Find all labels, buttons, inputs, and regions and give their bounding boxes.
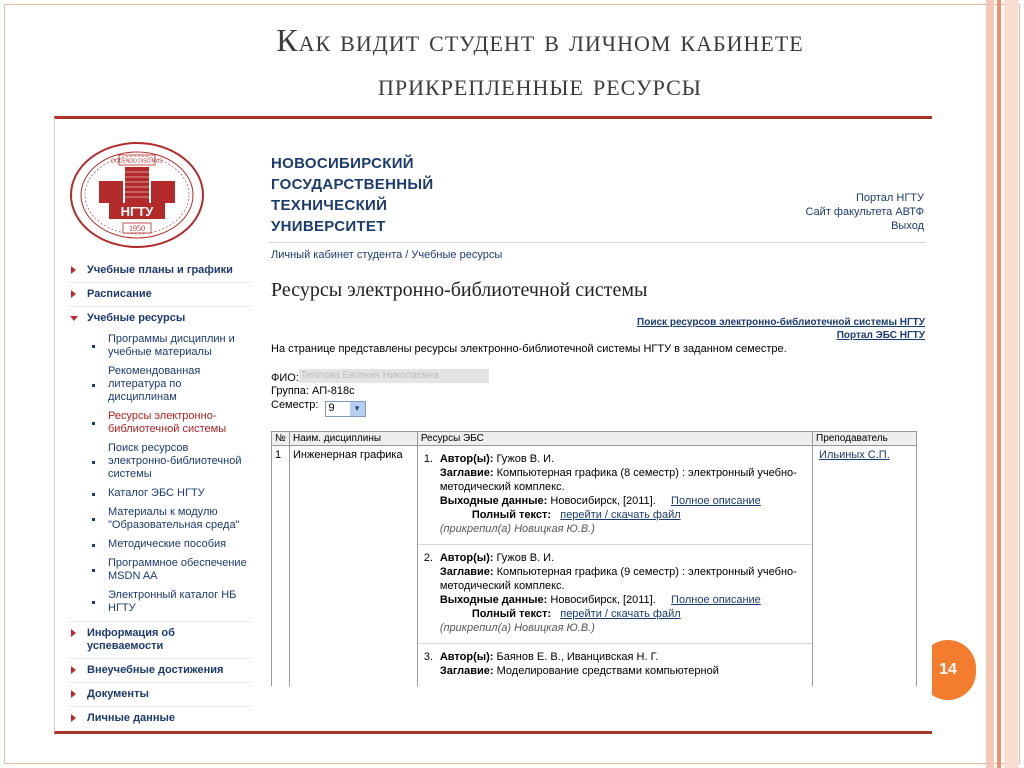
sidebar-item-label: Личные данные: [87, 712, 175, 724]
sidebar-subitem-library-catalog[interactable]: [69, 586, 251, 618]
output-label: Выходные данные:: [439, 594, 548, 606]
full-text-label: Полный текст:: [471, 608, 552, 620]
sidebar-item-label: Учебные планы и графики: [87, 264, 233, 276]
logo-motto: DOCENDO DISCIMUS: [111, 158, 163, 165]
sidebar-item-label: Внеучебные достижения: [87, 664, 224, 676]
full-text-label: Полный текст:: [471, 509, 552, 521]
university-name: [271, 153, 531, 237]
full-description-link[interactable]: Полное описание: [671, 594, 761, 606]
bullet-icon: [92, 544, 95, 547]
breadcrumb: Личный кабинет студента / Учебные ресурсы: [271, 249, 503, 261]
sidebar-item-label: Расписание: [87, 288, 152, 300]
triangle-right-icon: [71, 629, 76, 637]
sidebar-subitem-label: Программы дисциплин и учебные материалы: [108, 333, 235, 358]
teacher-link[interactable]: Ильиных С.П.: [819, 449, 890, 461]
sidebar-item-grades[interactable]: [69, 622, 251, 659]
sidebar-item-label: Документы: [87, 688, 149, 700]
sidebar-subitem-label: Материалы к модулю "Образовательная среда": [108, 506, 240, 531]
triangle-right-icon: [71, 714, 76, 722]
title-label: Заглавие:: [439, 467, 494, 479]
bullet-icon: [92, 569, 95, 572]
resource-authors: Гужов В. И.: [496, 552, 555, 564]
resource-authors: Гужов В. И.: [496, 453, 555, 465]
title-label: Заглавие:: [439, 665, 494, 677]
sidebar-subitem-label: Рекомендованная литература по дисциплинам: [108, 365, 201, 403]
pinned-by: (прикрепил(а) Новицкая Ю.В.): [439, 622, 595, 634]
table-header-row: [272, 432, 917, 446]
resource-item: [418, 446, 812, 545]
sidebar-subitem-programs[interactable]: [69, 330, 251, 362]
group-label: Группа:: [271, 385, 309, 397]
university-seal-icon: [69, 141, 205, 249]
sidebar-item-personal-data[interactable]: [69, 707, 251, 730]
sidebar-subitem-module-materials[interactable]: [69, 503, 251, 535]
resources-table: [271, 431, 917, 686]
faculty-site-link[interactable]: Сайт факультета АВТФ: [805, 206, 924, 218]
sidebar-item-achievements[interactable]: [69, 659, 251, 683]
resource-title: Компьютерная графика (9 семестр) : электронный учебно-методический комплекс.: [439, 566, 797, 592]
sidebar-item-schedule[interactable]: [69, 283, 251, 307]
bullet-icon: [92, 518, 95, 521]
decorative-stripes: [984, 0, 1024, 768]
sidebar-subgroup: [69, 330, 251, 622]
slide-title: [150, 18, 930, 106]
download-link[interactable]: перейти / скачать файл: [560, 509, 681, 521]
column-header-teacher: Преподаватель: [813, 432, 917, 446]
sidebar-subitem-label: Ресурсы электронно-библиотечной системы: [108, 410, 227, 435]
sidebar-subitem-manuals[interactable]: [69, 535, 251, 554]
output-label: Выходные данные:: [439, 495, 548, 507]
portal-link[interactable]: Портал НГТУ: [855, 192, 924, 204]
sidebar-subitem-literature[interactable]: [69, 362, 251, 407]
sidebar-nav: [69, 259, 251, 730]
bullet-icon: [92, 345, 95, 348]
sidebar-item-label: Информация об успеваемости: [87, 627, 175, 652]
triangle-right-icon: [71, 666, 76, 674]
semester-label: Семестр:: [271, 399, 319, 411]
university-name-line: НОВОСИБИРСКИЙ: [271, 155, 414, 172]
sidebar-subitem-label: Поиск ресурсов электронно-библиотечной системы: [108, 442, 242, 480]
page-number-badge: 14: [920, 640, 976, 700]
ebs-portal-link[interactable]: Портал ЭБС НГТУ: [836, 330, 925, 341]
semester-select[interactable]: [325, 401, 366, 417]
ebs-search-link[interactable]: Поиск ресурсов электронно-библиотечной системы НГТУ: [637, 317, 925, 328]
full-description-link[interactable]: Полное описание: [671, 495, 761, 507]
logo-abbrev: НГТУ: [120, 204, 154, 219]
resource-title: Моделирование средствами компьютерной: [496, 665, 719, 677]
sidebar-item-study-resources[interactable]: [69, 307, 251, 330]
sidebar-subitem-ebs-resources[interactable]: [69, 407, 251, 439]
bullet-icon: [92, 422, 95, 425]
main-content: [271, 249, 925, 417]
sidebar-subitem-label: Методические пособия: [108, 538, 227, 550]
logo-year: 1950: [129, 224, 145, 233]
resource-number: 1.: [423, 453, 434, 465]
page-title: Ресурсы электронно-библиотечной системы: [271, 279, 648, 301]
sidebar-subitem-msdn[interactable]: [69, 554, 251, 586]
header-links: [806, 191, 925, 233]
fio-label: ФИО:: [271, 372, 299, 384]
semester-value: 9: [328, 402, 335, 414]
authors-label: Автор(ы):: [439, 651, 494, 663]
row-number: 1: [272, 446, 290, 687]
sidebar-subitem-ebs-catalog[interactable]: [69, 484, 251, 503]
authors-label: Автор(ы):: [439, 552, 494, 564]
triangle-down-icon: [70, 316, 78, 321]
group-value: АП-818с: [311, 385, 355, 397]
intro-text: На странице представлены ресурсы электронно-библиотечной системы НГТУ в заданном семестре.: [271, 343, 787, 355]
slide-title-line-2: прикрепленные ресурсы: [377, 66, 702, 102]
teacher-cell: [813, 446, 917, 687]
column-header-number: №: [272, 432, 290, 446]
sidebar-subitem-label: Программное обеспечение MSDN AA: [108, 557, 247, 582]
resource-list: [417, 446, 812, 687]
sidebar-subitem-label: Электронный каталог НБ НГТУ: [108, 589, 237, 614]
column-header-resources: Ресурсы ЭБС: [417, 432, 812, 446]
resource-authors: Баянов Е. В., Иванцивская Н. Г.: [496, 651, 659, 663]
title-label: Заглавие:: [439, 566, 494, 578]
resource-item: [418, 644, 812, 686]
fio-value: Теплова Евгения Николаевна: [299, 369, 489, 383]
table-row: [272, 446, 917, 687]
resource-output: Новосибирск, [2011].: [550, 495, 656, 507]
bullet-icon: [92, 493, 95, 496]
resource-number: 2.: [423, 552, 434, 564]
sidebar-item-documents[interactable]: [69, 683, 251, 707]
pinned-by: (прикрепил(а) Новицкая Ю.В.): [439, 523, 595, 535]
chevron-down-icon[interactable]: ▼: [350, 402, 365, 416]
resource-number: 3.: [423, 651, 434, 663]
column-header-discipline: Наим. дисциплины: [289, 432, 417, 446]
university-name-line: ГОСУДАРСТВЕННЫЙ: [271, 176, 434, 193]
ebs-links: [271, 316, 925, 342]
cabinet-screenshot: [54, 116, 932, 734]
authors-label: Автор(ы):: [439, 453, 494, 465]
student-info: [271, 369, 925, 417]
university-name-line: ТЕХНИЧЕСКИЙ: [271, 197, 388, 214]
bullet-icon: [92, 601, 95, 604]
bullet-icon: [92, 461, 95, 464]
resource-item: [418, 545, 812, 644]
download-link[interactable]: перейти / скачать файл: [560, 608, 681, 620]
header-divider: [269, 242, 926, 243]
sidebar-subitem-label: Каталог ЭБС НГТУ: [108, 487, 205, 499]
resource-output: Новосибирск, [2011].: [550, 594, 656, 606]
slide-title-line-1: Как видит студент в личном кабинете: [276, 22, 804, 58]
bullet-icon: [92, 384, 95, 387]
resource-title: Компьютерная графика (8 семестр) : электронный учебно-методический комплекс.: [439, 467, 797, 493]
sidebar-item-label: Учебные ресурсы: [87, 312, 186, 324]
university-name-line: УНИВЕРСИТЕТ: [271, 218, 386, 235]
triangle-right-icon: [71, 690, 76, 698]
triangle-right-icon: [71, 290, 76, 298]
discipline-name: Инженерная графика: [289, 446, 417, 687]
sidebar-subitem-ebs-search[interactable]: [69, 439, 251, 484]
sidebar-item-study-plans[interactable]: [69, 259, 251, 283]
triangle-right-icon: [71, 266, 76, 274]
logout-link[interactable]: Выход: [891, 220, 924, 232]
